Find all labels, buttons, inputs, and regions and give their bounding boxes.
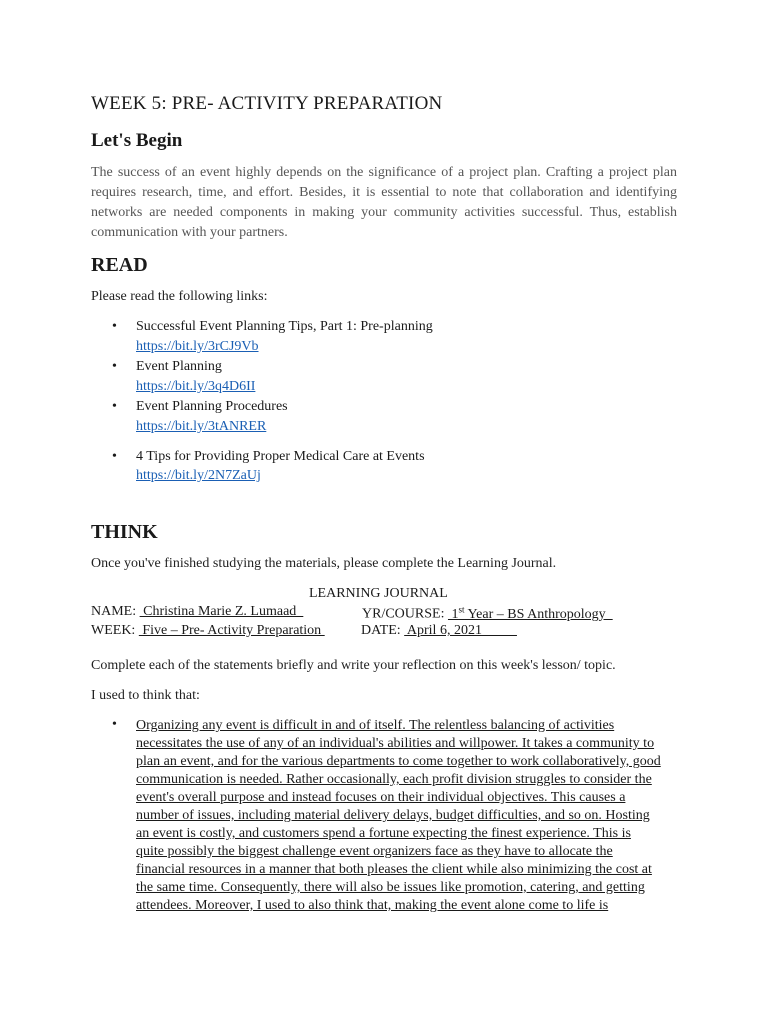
complete-prompt: Complete each of the statements briefly and write your reflection on this week's lesson/ topic. xyxy=(91,658,616,673)
journal-date-row xyxy=(361,623,517,639)
bullet-icon: • xyxy=(112,449,117,464)
reflection-line: Organizing any event is difficult in and of itself. The relentless balancing of activities xyxy=(136,718,615,733)
course-ordinal: st xyxy=(458,604,465,614)
reflection-paragraph xyxy=(136,717,676,915)
course-value xyxy=(447,604,613,622)
used-to-think-label: I used to think that: xyxy=(91,688,200,703)
reflection-line: financial resources in a manner that both pleases the client while also minimizing the cost at xyxy=(136,862,652,877)
bullet-icon: • xyxy=(112,717,117,732)
reflection-line: communication is needed. Rather occasionally, each profit division struggles to consider the xyxy=(136,772,652,787)
link-url[interactable]: https://bit.ly/3q4D6II xyxy=(136,379,256,394)
read-prompt: Please read the following links: xyxy=(91,289,268,304)
read-heading: READ xyxy=(91,254,148,276)
link-title: 4 Tips for Providing Proper Medical Care at Events xyxy=(136,449,425,464)
journal-title: LEARNING JOURNAL xyxy=(309,586,448,601)
journal-course-row xyxy=(362,604,613,623)
name-label: NAME: xyxy=(91,604,140,619)
bullet-icon: • xyxy=(112,359,117,374)
date-label: DATE: xyxy=(361,623,405,638)
link-title: Event Planning xyxy=(136,359,222,374)
reflection-line: number of issues, including material delivery delays, budget difficulties, and so on. Hosting xyxy=(136,808,650,823)
think-prompt: Once you've finished studying the materials, please complete the Learning Journal. xyxy=(91,556,557,571)
link-url[interactable]: https://bit.ly/2N7ZaUj xyxy=(136,468,261,483)
journal-name-row xyxy=(91,604,303,620)
link-url[interactable]: https://bit.ly/3rCJ9Vb xyxy=(136,339,259,354)
bullet-icon: • xyxy=(112,399,117,414)
bullet-icon: • xyxy=(112,319,117,334)
reflection-line: the same time. Consequently, there will also be issues like promotion, catering, and getting xyxy=(136,880,645,895)
page-title: WEEK 5: PRE- ACTIVITY PREPARATION xyxy=(91,93,443,114)
week-value: Five – Pre- Activity Preparation xyxy=(138,623,325,638)
link-url[interactable]: https://bit.ly/3tANRER xyxy=(136,419,267,434)
reflection-line: an event is costly, and customers spend a fortune expecting the finest experience. This is xyxy=(136,826,631,841)
reflection-line: quite possibly the biggest challenge event organizers face as they have to allocate the xyxy=(136,844,613,859)
course-program: Year – BS Anthropology xyxy=(464,606,613,622)
reflection-line: necessitates the use of any of an individual's abilities and willpower. It takes a community to xyxy=(136,736,655,751)
reflection-line: attendees. Moreover, I used to also think that, making the event alone come to life is xyxy=(136,898,609,913)
reflection-line: plan an event, and for the various departments to come together to work collaboratively, good xyxy=(136,754,661,769)
course-year: 1 xyxy=(447,606,459,622)
week-label: WEEK: xyxy=(91,623,139,638)
link-title: Event Planning Procedures xyxy=(136,399,288,414)
think-heading: THINK xyxy=(91,521,158,543)
lets-begin-heading: Let's Begin xyxy=(91,130,183,151)
link-title: Successful Event Planning Tips, Part 1: Pre-planning xyxy=(136,319,433,334)
reflection-line: event's overall purpose and instead focuses on their individual objectives. This causes a xyxy=(136,790,626,805)
course-label: YR/COURSE: xyxy=(362,606,448,622)
name-value: Christina Marie Z. Lumaad xyxy=(139,604,304,619)
journal-week-row xyxy=(91,623,325,639)
date-value: April 6, 2021 xyxy=(404,623,517,638)
intro-paragraph: The success of an event highly depends on the significance of a project plan. Crafting a project plan requires research, time, and effort. Besides, it is essential to note that collaboration and identifying networks are needed components in making your community activities successful. Thus, establish communication with your partners. xyxy=(91,165,677,240)
